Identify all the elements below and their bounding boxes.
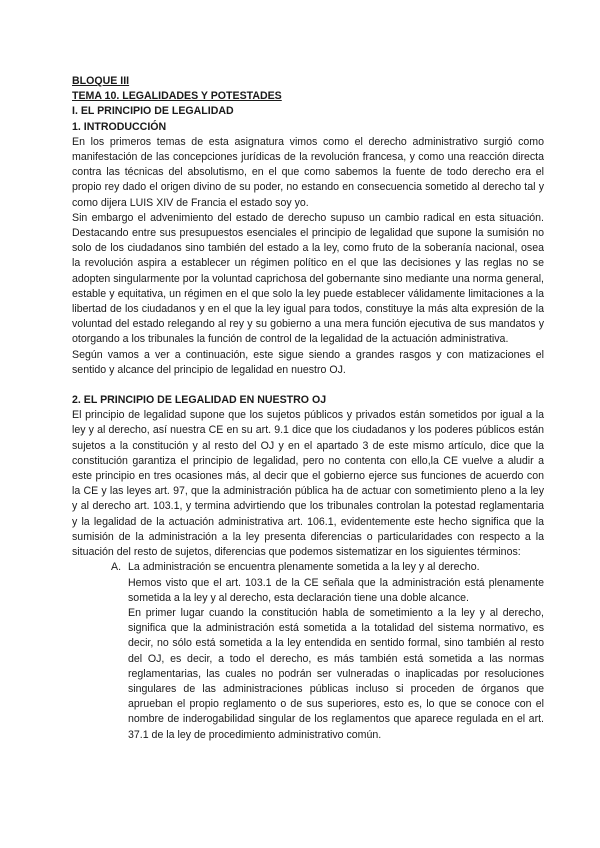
topic-heading: TEMA 10. LEGALIDADES Y POTESTADES	[72, 90, 282, 103]
list-item-paragraph: Hemos visto que el art. 103.1 de la CE señala que la administración está plenamente sometida a la ley y al derecho, esta declaración tiene una doble alcance.	[128, 576, 544, 604]
list-marker: A.	[111, 561, 122, 574]
list-item	[111, 560, 544, 742]
body-paragraph: El principio de legalidad supone que los sujetos públicos y privados están sometidos por igual a la ley y al derecho, así nuestra CE en su art. 9.1 dice que los ciudadanos y los poderes públicos están sujetos a la constitución y al resto del OJ y en el apartado 3 de este mismo artículo, dice que la constitución garantiza el principio de legalidad, pero no contenta con ello,la CE vuelve a aludir a este principio en tres ocasiones más, al decir que el gobierno ejerce sus funciones de acuerdo con la CE y las leyes art. 97, que la administración pública ha de actuar con sometimiento pleno a la ley y al derecho art. 103.1, y termina advirtiendo que los tribunales controlan la potestad reglamentaria y la legalidad de la actuación administrativa art. 106.1, evidentemente este hecho significa que la sumisión de la administración a la ley presenta diferencias o particularidades con respecto a la situación del resto de sujetos, diferencias que podemos sistematizar en los siguientes términos:	[72, 409, 544, 559]
intro-paragraph: Según vamos a ver a continuación, este sigue siendo a grandes rasgos y con matizaciones el sentido y alcance del principio de legalidad en nuestro OJ.	[72, 348, 544, 376]
intro-paragraph: En los primeros temas de esta asignatura vimos como el derecho administrativo surgió como manifestación de las concepciones jurídicas de la revolución francesa, y como una reacción directa contra las técnicas del absolutismo, en el que como sabemos la fuente de todo derecho era el propio rey dado el origen divino de su poder, no estando en consecuencia sometido al derecho tal y como dijera LUIS XIV de Francia el estado soy yo.	[72, 135, 544, 209]
list-item-title: La administración se encuentra plenamente sometida a la ley y al derecho.	[128, 561, 480, 574]
subsection-heading-legality: 2. EL PRINCIPIO DE LEGALIDAD EN NUESTRO OJ	[72, 394, 327, 407]
list	[72, 560, 544, 742]
list-item-paragraph: En primer lugar cuando la constitución habla de sometimiento a la ley y al derecho, significa que la administración está sometida a la totalidad del sistema normativo, es decir, no sólo está sometida a la ley entendida en sentido formal, sino también al resto del OJ, es decir, a todo el derecho, es más también está sometida a las normas reglamentarias, las cuales no podrán ser vulneradas o inaplicadas por resoluciones singulares de las administraciones públicas incluso si proceden de órganos que aprueban el propio reglamento o de sus superiores, esto es, lo que se conoce con el nombre de inderogabilidad singular de los reglamentos que aparece regulada en el art. 37.1 de la ley de procedimiento administrativo común.	[128, 606, 544, 741]
intro-paragraph: Sin embargo el advenimiento del estado de derecho supuso un cambio radical en esta situación. Destacando entre sus presupuestos esenciales el principio de legalidad que supone la sumisión no solo de los ciudadanos sino también del estado a la ley, como fruto de la soberanía nacional, osea la revolución aspira a establecer un régimen político en el que las decisiones y las reglas no se adopten singularmente por la voluntad caprichosa del gobernante sino mediante una norma general, estable y equitativa, un régimen en el que solo la ley puede establecer válidamente limitaciones a la libertad de los ciudadanos y en el que la ley igual para todos, constituye la más alta expresión de la voluntad del estado relegando al rey y su gobierno a una mera función ejecutiva de sus mandatos y otorgando a los tribunales la función de control de la legalidad de la actuación administrativa.	[72, 211, 544, 346]
section-heading: I. EL PRINCIPIO DE LEGALIDAD	[72, 105, 234, 118]
block-heading: BLOQUE III	[72, 75, 130, 87]
subsection-heading-introduction: 1. INTRODUCCIÓN	[72, 120, 167, 133]
